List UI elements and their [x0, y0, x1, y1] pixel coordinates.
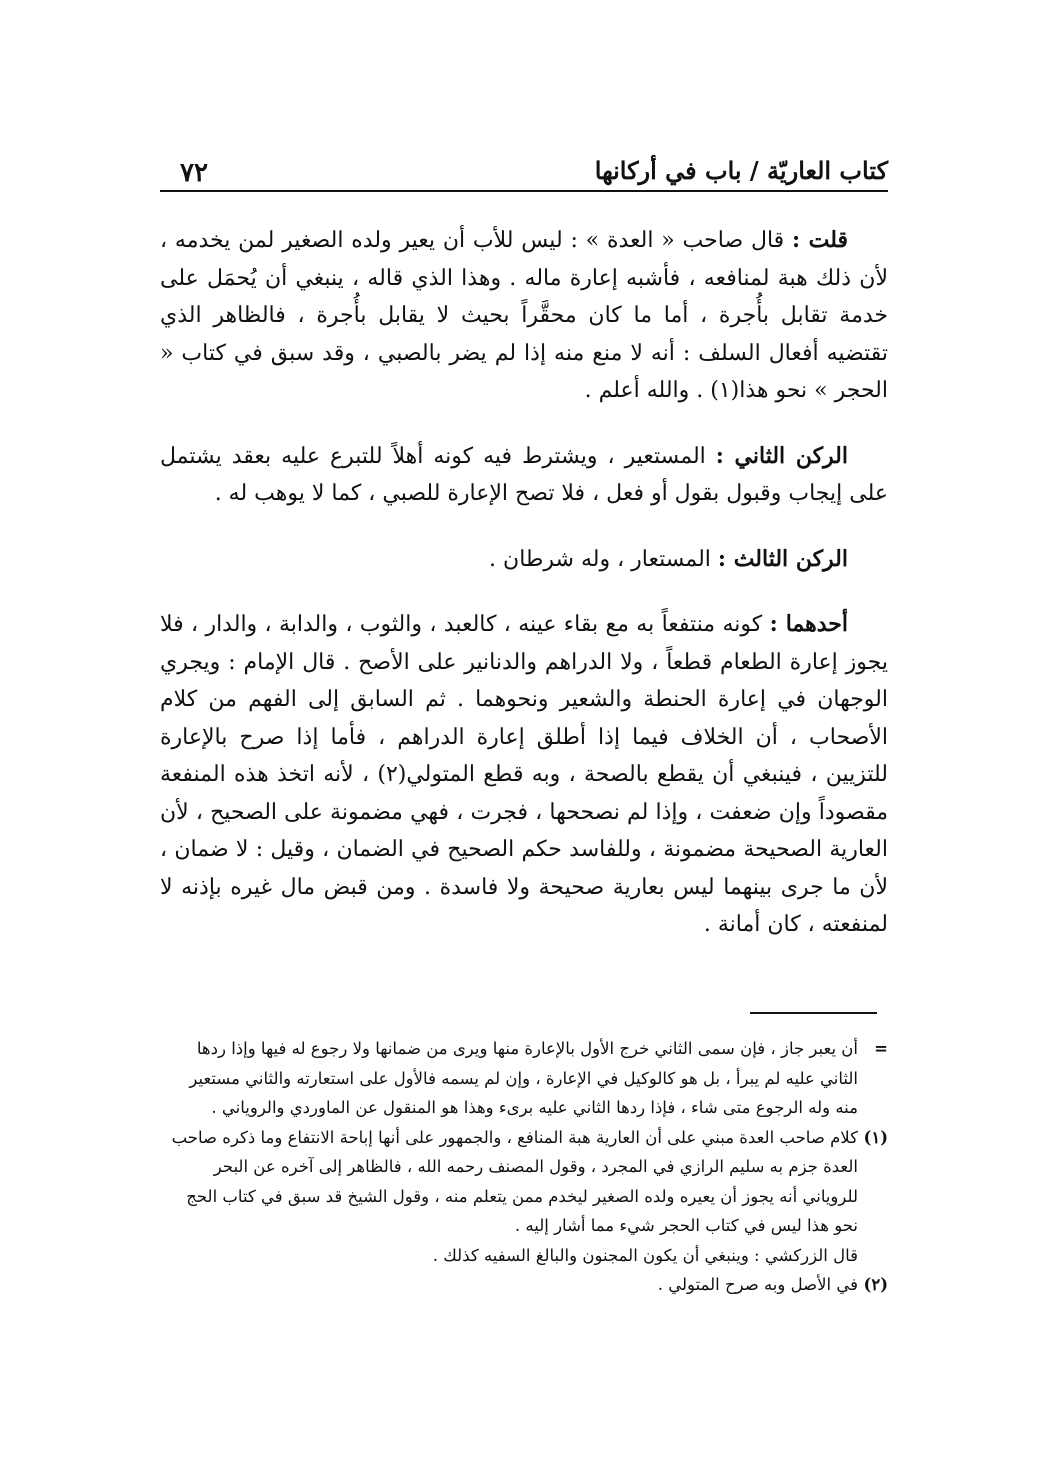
- footnote-1-extra: قال الزركشي : وينبغي أن يكون المجنون والبالغ السفيه كذلك .: [432, 1245, 858, 1265]
- paragraph-lead: الركن الثاني :: [715, 442, 849, 469]
- footnote-1: [166, 1123, 888, 1241]
- paragraph: [160, 222, 888, 410]
- paragraph: [160, 438, 888, 513]
- footnote-text: كلام صاحب العدة مبني على أن العارية هبة المنافع ، والجمهور على أنها إباحة الانتفاع وما ذكره صاحب العدة جزم به سليم الرازي في المجرد ، وقول المصنف رحمه الله ، فالظاهر إلى آخره عن البحر للروياني أنه يجوز أن يعيره ولده الصغير ليخدم ممن يتعلم منه ، وقول الشيخ قد سبق في كتاب الحج نحو هذا ليس في كتاب الحجر شيء مما أشار إليه .: [171, 1127, 858, 1235]
- paragraph: [160, 606, 888, 944]
- paragraph-lead: الركن الثالث :: [717, 545, 848, 572]
- footnote-continuation: [166, 1034, 888, 1123]
- paragraph-lead: قلت :: [791, 227, 848, 253]
- footnotes: [166, 1034, 888, 1300]
- footnote-separator: [750, 1012, 877, 1014]
- footnote-marker: (٢): [863, 1275, 888, 1294]
- footnote-marker: (١): [863, 1127, 888, 1147]
- page-header: [160, 150, 888, 192]
- continuation-marker: =: [874, 1039, 888, 1058]
- paragraph-lead: أحدهما :: [769, 611, 848, 637]
- paragraph-text: المستعار ، وله شرطان .: [489, 546, 718, 572]
- paragraph-text: المستعير ، ويشترط فيه كونه أهلاً للتبرع عليه بعقد يشتمل على إيجاب وقبول بقول أو فعل ، فلا تصح الإعارة للصبي ، كما لا يوهب له .: [160, 443, 888, 506]
- running-title: كتاب العاريّة / باب في أركانها: [594, 156, 888, 185]
- paragraph: [160, 541, 888, 579]
- page-number: ٧٢: [180, 158, 208, 188]
- footnote-2: [166, 1270, 888, 1300]
- paragraph-text: قال صاحب « العدة » : ليس للأب أن يعير ولده الصغير لمن يخدمه ، لأن ذلك هبة لمنافعه ، فأشبه إعارة ماله . وهذا الذي قاله ، ينبغي أن يُحمَل على خدمة تقابل بأُجرة ، أما ما كان محقَّراً بحيث لا يقابل بأُجرة ، فالظاهر الذي تقتضيه أفعال السلف : أنه لا منع منه إذا لم يضر بالصبي ، وقد سبق في كتاب « الحجر » نحو هذا(١) . والله أعلم .: [160, 228, 888, 403]
- footnote-text: في الأصل وبه صرح المتولي .: [657, 1275, 858, 1294]
- footnote-text: أن يعبر جاز ، فإن سمى الثاني خرج الأول بالإعارة منها ويرى من ضمانها ولا رجوع له فيها وإذا ردها الثاني عليه لم يبرأ ، بل هو كالوكيل في الإعارة ، وإن لم يسمه فالأول على استعارته والثاني مستعير منه وله الرجوع متى شاء ، فإذا ردها الثاني عليه برىء وهذا هو المنقول عن الماوردي والروياني .: [189, 1039, 858, 1117]
- main-text: [160, 222, 888, 972]
- paragraph-text: كونه منتفعاً به مع بقاء عينه ، كالعبد ، والثوب ، والدابة ، والدار ، فلا يجوز إعارة الطعام قطعاً ، ولا الدراهم والدنانير على الأصح . قال الإمام : ويجري الوجهان في إعارة الحنطة والشعير ونحوهما . ثم السابق إلى الفهم من كلام الأصحاب ، أن الخلاف فيما إذا أطلق إعارة الدراهم ، فأما إذا صرح بالإعارة للتزيين ، فينبغي أن يقطع بالصحة ، وبه قطع المتولي(٢) ، لأنه اتخذ هذه المنفعة مقصوداً وإن ضعفت ، وإذا لم نصححها ، فجرت ، فهي مضمونة على الصحيح ، لأن العارية الصحيحة مضمونة ، وللفاسد حكم الصحيح في الضمان ، وقيل : لا ضمان ، لأن ما جرى بينهما ليس بعارية صحيحة ولا فاسدة . ومن قبض مال غيره بإذنه لا لمنفعته ، كان أمانة .: [160, 612, 889, 937]
